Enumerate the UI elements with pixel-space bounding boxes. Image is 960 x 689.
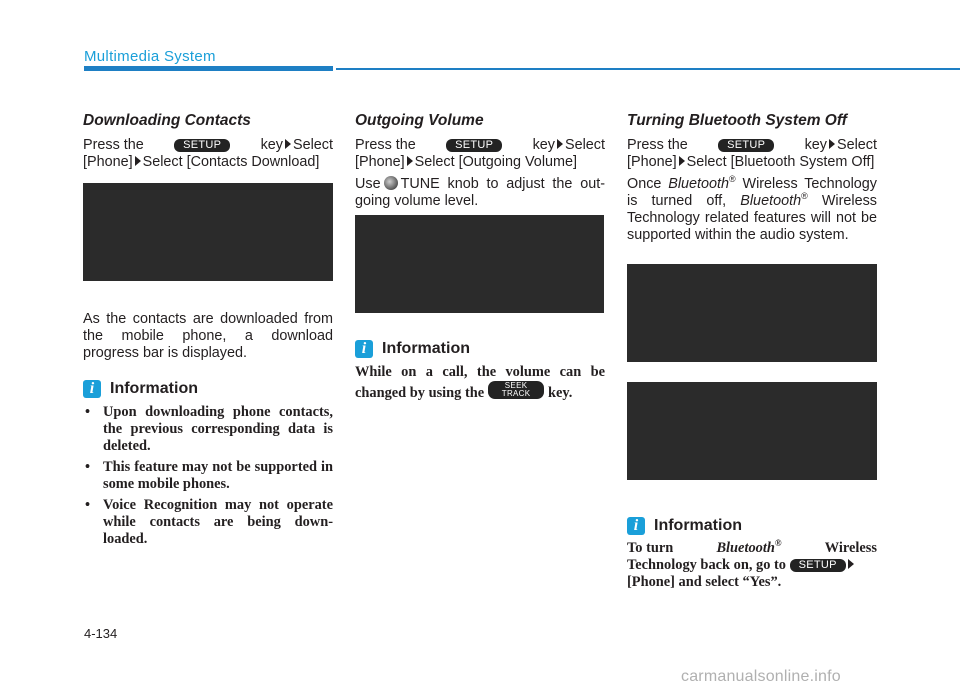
page-number: 4-134 bbox=[84, 626, 118, 641]
instruction: Press the SETUP key Select [Phone] Select [Contacts Download] bbox=[83, 137, 333, 170]
paragraph-tune-knob: Use TUNE knob to adjust the out-going volume level. bbox=[355, 176, 605, 209]
arrow-right-icon bbox=[829, 139, 835, 149]
column-downloading-contacts bbox=[83, 111, 333, 171]
list-item: • Voice Recognition may not operate while contacts are being down-loaded. bbox=[83, 497, 333, 548]
arrow-right-icon bbox=[679, 156, 685, 166]
info-icon: i bbox=[83, 380, 101, 398]
watermark: carmanualsonline.info bbox=[681, 668, 841, 685]
arrow-right-icon bbox=[848, 559, 854, 569]
arrow-right-icon bbox=[557, 139, 563, 149]
seek-track-key-icon: SEEK TRACK bbox=[488, 381, 545, 399]
header-rule-thick bbox=[84, 66, 333, 71]
setup-key-icon: SETUP bbox=[718, 139, 774, 152]
arrow-right-icon bbox=[407, 156, 413, 166]
tune-knob-icon bbox=[384, 176, 398, 190]
section-title: Multimedia System bbox=[84, 48, 216, 65]
column-outgoing-volume bbox=[355, 111, 605, 210]
info-text-bluetooth: To turn Bluetooth® Wireless Technology back on, go to SETUP [Phone] and select “Yes”. bbox=[627, 538, 877, 590]
heading-downloading-contacts: Downloading Contacts bbox=[83, 112, 251, 129]
screen-image-bluetooth-1 bbox=[627, 264, 877, 362]
arrow-right-icon bbox=[135, 156, 141, 166]
heading-bluetooth-off: Turning Bluetooth System Off bbox=[627, 112, 847, 129]
instruction: Press the SETUP key Select [Phone] Select [Bluetooth System Off] bbox=[627, 137, 877, 170]
setup-key-icon: SETUP bbox=[790, 559, 846, 572]
header-rule-thin bbox=[336, 68, 960, 70]
info-icon: i bbox=[627, 517, 645, 535]
setup-key-icon: SETUP bbox=[174, 139, 230, 152]
info-header: i Information bbox=[83, 380, 198, 398]
info-header: i Information bbox=[627, 517, 742, 535]
column-bluetooth-off bbox=[627, 111, 877, 244]
setup-key-icon: SETUP bbox=[446, 139, 502, 152]
arrow-right-icon bbox=[285, 139, 291, 149]
info-text-volume: While on a call, the volume can be changed by using the SEEK TRACK key. bbox=[355, 364, 605, 401]
info-icon: i bbox=[355, 340, 373, 358]
list-item: • This feature may not be supported in some mobile phones. bbox=[83, 459, 333, 493]
screen-image-bluetooth-2 bbox=[627, 382, 877, 480]
paragraph-download-progress: As the contacts are downloaded from the mobile phone, a download progress bar is displayed. bbox=[83, 311, 333, 361]
heading-outgoing-volume: Outgoing Volume bbox=[355, 112, 484, 129]
list-item: • Upon downloading phone contacts, the previous corresponding data is deleted. bbox=[83, 404, 333, 455]
screen-image-contacts bbox=[83, 183, 333, 281]
info-header: i Information bbox=[355, 340, 470, 358]
screen-image-volume bbox=[355, 215, 604, 313]
info-bullet-list bbox=[83, 404, 333, 548]
instruction: Press the SETUP key Select [Phone] Select [Outgoing Volume] bbox=[355, 137, 605, 170]
paragraph-bluetooth-off: Once Bluetooth® Wireless Technology is turned off, Bluetooth® Wireless Technology related features will not be supported within the audio system. bbox=[627, 174, 877, 243]
